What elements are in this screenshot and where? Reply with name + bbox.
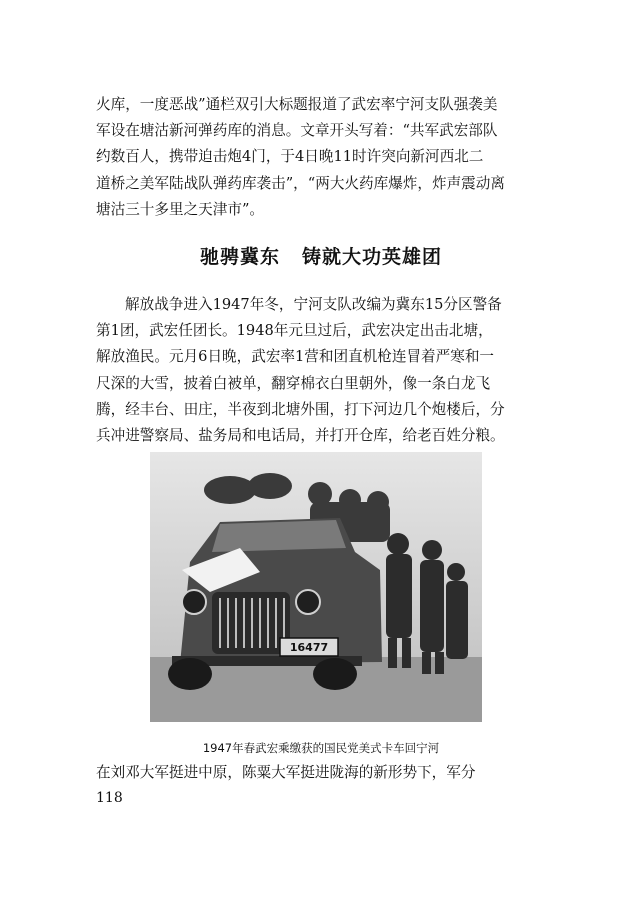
page-number: 118: [96, 790, 123, 806]
license-plate-number: 16477: [289, 641, 329, 654]
paragraph-ammo-depot-raid: [96, 92, 546, 223]
text-line: 腾，经丰台、田庄，半夜到北塘外围，打下河边几个炮楼后，分: [96, 400, 505, 418]
photo-caption: 1947年春武宏乘缴获的国民党美式卡车回宁河: [202, 741, 440, 755]
paragraph-new-situation: [96, 760, 546, 786]
text-line: 约数百人，携带迫击炮4门，于4日晚11时许突向新河西北二: [96, 148, 484, 166]
truck-photo-illustration: [150, 452, 482, 722]
text-line: 塘沽三十多里之天津市”。: [96, 200, 264, 218]
text-line: 火库，一度恶战”通栏双引大标题报道了武宏率宁河支队强袭美: [96, 96, 498, 113]
heading-part-1: 驰骋冀东: [199, 246, 280, 268]
text-line: 解放渔民。元月6日晚，武宏率1营和团直机枪连冒着严寒和一: [96, 348, 495, 366]
text-line: 第1团，武宏任团长。1948年元旦过后，武宏决定出击北塘，: [96, 322, 493, 340]
historical-photo-truck: [150, 452, 482, 722]
paragraph-beitang-attack: [96, 292, 546, 449]
text-line: 兵冲进警察局、盐务局和电话局，并打开仓库，给老百姓分粮。: [96, 427, 505, 445]
text-line: 解放战争进入1947年冬，宁河支队改编为冀东15分区警备: [125, 296, 502, 313]
section-heading: [96, 242, 546, 269]
heading-part-2: 铸就大功英雄团: [302, 246, 443, 268]
text-line: 军设在塘沽新河弹药库的消息。文章开头写着：“共军武宏部队: [96, 122, 498, 140]
text-line: 在刘邓大军挺进中原，陈粟大军挺进陇海的新形势下，军分: [96, 764, 476, 781]
text-line: 尺深的大雪，披着白被单，翻穿棉衣白里朝外，像一条白龙飞: [96, 374, 491, 392]
text-line: 道桥之美军陆战队弹药库袭击”，“两大火药库爆炸，炸声震动离: [96, 174, 505, 192]
